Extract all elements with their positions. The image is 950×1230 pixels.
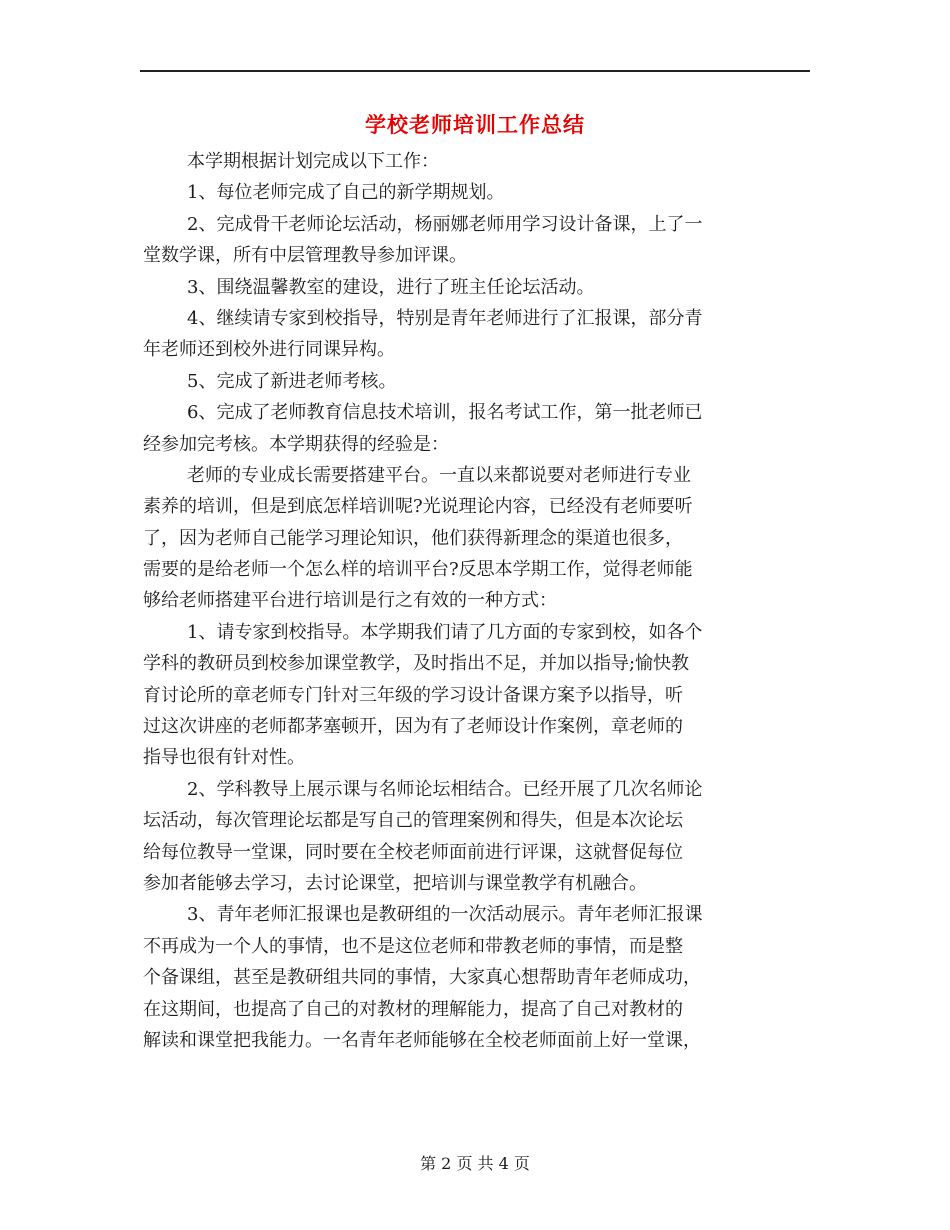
text-line: 坛活动，每次管理论坛都是写自己的管理案例和得失，但是本次论坛 — [143, 810, 683, 832]
text-line: 够给老师搭建平台进行培训是行之有效的一种方式： — [143, 590, 557, 612]
text-line: 需要的是给老师一个怎么样的培训平台?反思本学期工作，觉得老师能 — [143, 559, 693, 581]
page-footer: 第 2 页 共 4 页 — [420, 1154, 530, 1173]
text-line: 给每位教导一堂课，同时要在全校老师面前进行评课，这就督促每位 — [143, 841, 683, 863]
text-line: 3、青年老师汇报课也是教研组的一次活动展示。青年老师汇报课 — [187, 904, 703, 926]
text-line: 6、完成了老师教育信息技术培训，报名考试工作，第一批老师已 — [187, 402, 703, 424]
text-line: 不再成为一个人的事情，也不是这位老师和带教老师的事情，而是整 — [143, 935, 683, 957]
document-body — [143, 146, 811, 1056]
text-line: 年老师还到校外进行同课异构。 — [143, 339, 395, 361]
text-line: 3、围绕温馨教室的建设，进行了班主任论坛活动。 — [187, 276, 595, 298]
text-line: 在这期间，也提高了自己的对教材的理解能力，提高了自己对教材的 — [143, 998, 683, 1020]
document-title: 学校老师培训工作总结 — [365, 112, 585, 137]
text-line: 素养的培训，但是到底怎样培训呢?光说理论内容，已经没有老师要听 — [143, 496, 693, 518]
text-line: 解读和课堂把我能力。一名青年老师能够在全校老师面前上好一堂课， — [143, 1029, 701, 1051]
text-line: 个备课组，甚至是教研组共同的事情，大家真心想帮助青年老师成功， — [143, 967, 701, 989]
text-line: 1、请专家到校指导。本学期我们请了几方面的专家到校，如各个 — [187, 621, 703, 643]
text-line: 2、学科教导上展示课与名师论坛相结合。已经开展了几次名师论 — [187, 778, 703, 800]
text-line: 4、继续请专家到校指导，特别是青年老师进行了汇报课，部分青 — [187, 307, 703, 329]
text-line: 堂数学课，所有中层管理教导参加评课。 — [143, 245, 467, 267]
header-rule — [140, 70, 810, 72]
text-line: 2、完成骨干老师论坛活动，杨丽娜老师用学习设计备课，上了一 — [187, 213, 703, 235]
text-line: 过这次讲座的老师都茅塞顿开，因为有了老师设计作案例，章老师的 — [143, 716, 683, 738]
text-line: 1、每位老师完成了自己的新学期规划。 — [187, 182, 505, 204]
text-line: 参加者能够去学习，去讨论课堂，把培训与课堂教学有机融合。 — [143, 872, 647, 894]
text-line: 指导也很有针对性。 — [143, 747, 305, 769]
text-line: 学科的教研员到校参加课堂教学，及时指出不足，并加以指导;愉快教 — [143, 653, 690, 675]
text-line: 经参加完考核。本学期获得的经验是： — [143, 433, 449, 455]
text-line: 本学期根据计划完成以下工作： — [187, 151, 439, 172]
text-line: 老师的专业成长需要搭建平台。一直以来都说要对老师进行专业 — [187, 464, 691, 486]
text-line: 5、完成了新进老师考核。 — [187, 370, 397, 392]
text-line: 育讨论所的章老师专门针对三年级的学习设计备课方案予以指导，听 — [143, 684, 683, 706]
text-line: 了，因为老师自己能学习理论知识，他们获得新理念的渠道也很多， — [143, 527, 683, 549]
